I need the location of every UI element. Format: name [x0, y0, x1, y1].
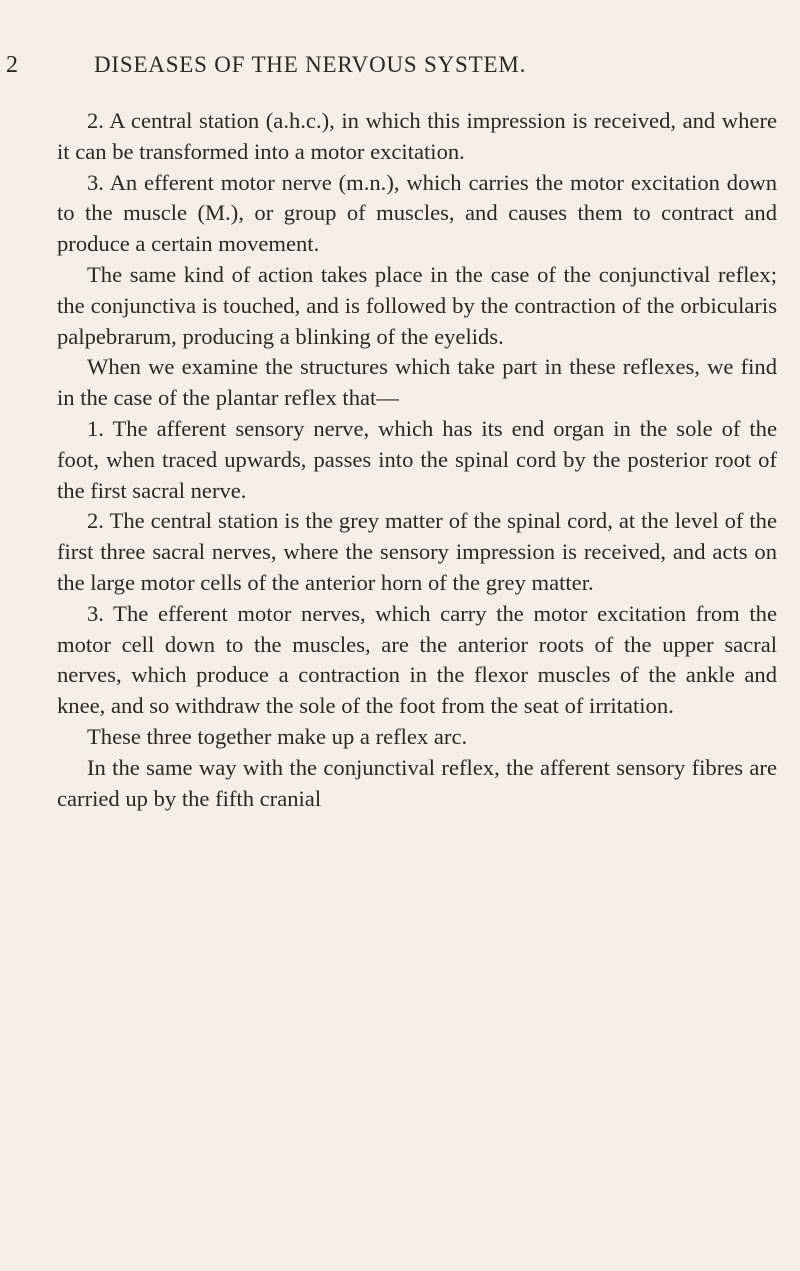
paragraph: 3. An efferent motor nerve (m.n.), which carries the motor excitation down to the muscle (M.), or group of muscles, and causes them to contract and produce a certain movement. [57, 169, 777, 257]
running-head: DISEASES OF THE NERVOUS SYSTEM. [94, 52, 527, 77]
paragraph: The same kind of action takes place in the case of the conjunctival reflex; the conjunctiva is touched, and is followed by the contraction of the orbicularis palpebrarum, producing a blinking of the eyelids. [57, 261, 777, 349]
paragraph: When we examine the structures which take part in these reflexes, we find in the case of the plantar reflex that— [57, 354, 777, 411]
page-number: 2 [6, 52, 19, 78]
paragraph: These three together make up a reflex arc. [87, 723, 468, 749]
paragraph: 2. A central station (a.h.c.), in which this impression is received, and where it can be transformed into a motor excitation. [57, 108, 777, 164]
paragraph: 3. The efferent motor nerves, which carry the motor excitation from the motor cell down to the muscles, are the anterior roots of the upper sacral nerves, which produce a contraction in the flexor muscles of the ankle and knee, and so withdraw the sole of the foot from the seat of irritation. [57, 600, 777, 719]
body-text [57, 106, 777, 814]
paragraph: In the same way with the conjunctival reflex, the afferent sensory fibres are carried up by the fifth cranial [57, 754, 777, 811]
paragraph: 2. The central station is the grey matter of the spinal cord, at the level of the first three sacral nerves, where the sensory impression is received, and acts on the large motor cells of the anterior horn of the grey matter. [57, 508, 777, 595]
page-header [0, 52, 800, 92]
paragraph: 1. The afferent sensory nerve, which has its end organ in the sole of the foot, when traced upwards, passes into the spinal cord by the posterior root of the first sacral nerve. [57, 415, 777, 503]
